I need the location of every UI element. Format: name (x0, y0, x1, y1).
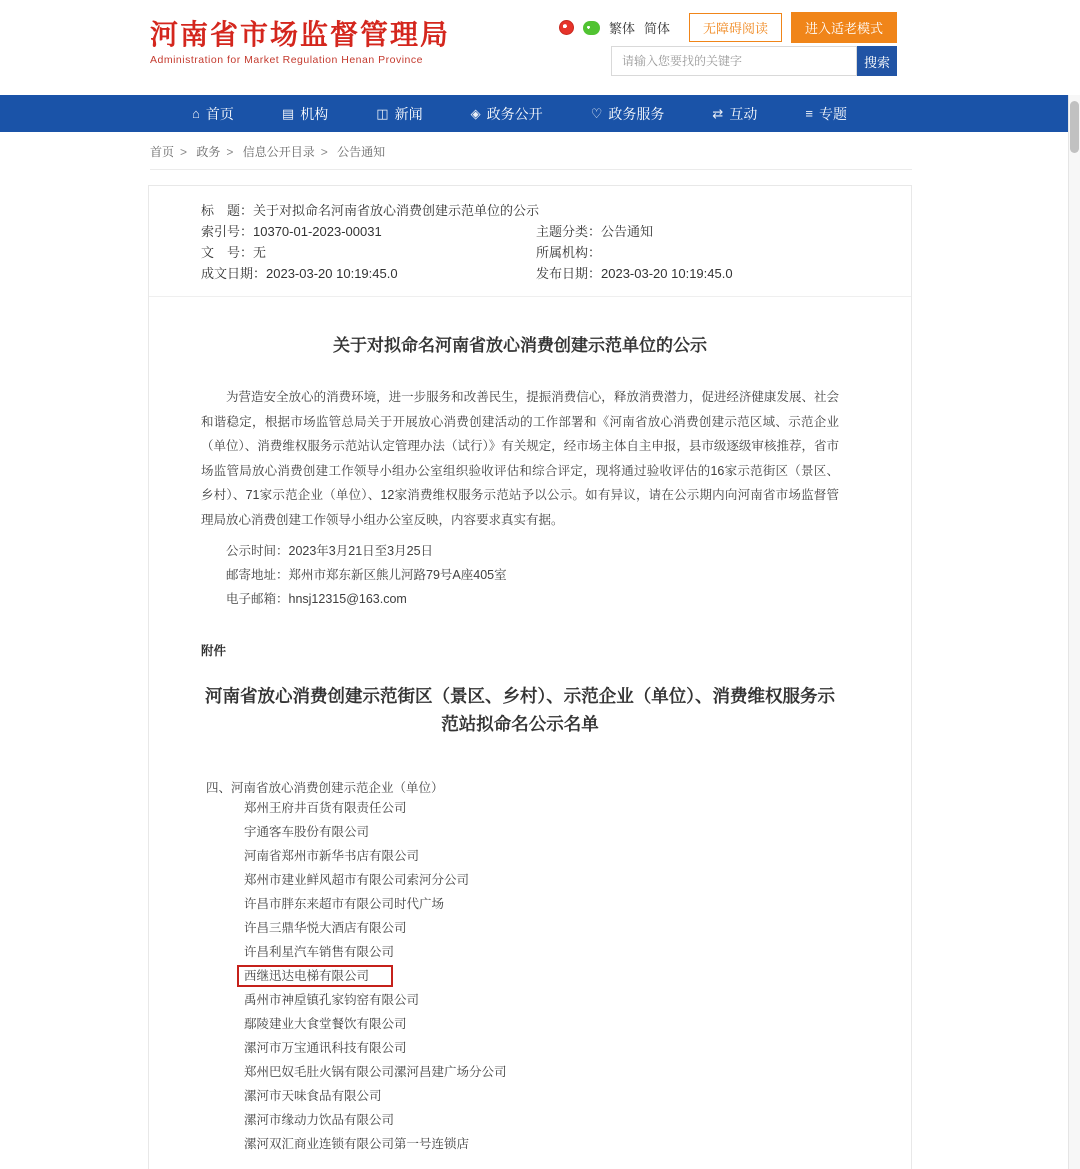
nav-item[interactable] (712, 104, 757, 124)
meta-organization: 所属机构： (536, 245, 602, 260)
topics-icon: ≡ (805, 106, 813, 121)
main-nav (0, 95, 1068, 132)
search-button[interactable]: 搜索 (857, 46, 897, 76)
company-name: 许昌利星汽车销售有限公司 (244, 945, 395, 959)
wechat-icon[interactable] (583, 21, 600, 35)
breadcrumb-separator: > (226, 145, 234, 159)
company-item (244, 844, 839, 868)
company-item (244, 796, 839, 820)
weibo-icon[interactable] (559, 20, 574, 35)
org-icon: ▤ (281, 105, 295, 121)
breadcrumb (150, 143, 912, 170)
elder-mode-button[interactable]: 进入适老模式 (791, 12, 897, 43)
nav-item-label: 互动 (729, 105, 758, 122)
site-subtitle: Administration for Market Regulation Henan Province (150, 54, 423, 66)
nav-item[interactable] (471, 104, 543, 124)
disclosure-icon: ◈ (470, 105, 481, 121)
company-name: 禹州市神垕镇孔家钧窑有限公司 (244, 993, 420, 1007)
document-metadata (149, 186, 911, 297)
company-name: 许昌市胖东来超市有限公司时代广场 (244, 897, 445, 911)
breadcrumb-separator: > (320, 145, 328, 159)
section-title: 四、河南省放心消费创建示范企业（单位） (206, 781, 444, 795)
breadcrumb-link[interactable]: 公告通知 (337, 145, 386, 159)
company-name: 宇通客车股份有限公司 (244, 825, 370, 839)
attachment-title: 河南省放心消费创建示范街区（景区、乡村）、示范企业（单位）、消费维权服务示范站拟命名公示名单 (205, 686, 835, 734)
company-item (244, 1084, 839, 1108)
article-body (149, 331, 911, 1156)
company-name: 漯河市天味食品有限公司 (244, 1089, 382, 1103)
company-item (244, 820, 839, 844)
company-name: 河南省郑州市新华书店有限公司 (244, 849, 420, 863)
nav-item-label: 政务公开 (486, 105, 543, 122)
meta-doc-number: 文 号：无 (201, 245, 267, 260)
nav-item-label: 首页 (205, 105, 234, 122)
lang-simplified-link[interactable]: 简体 (643, 21, 670, 36)
header-utility-bar (559, 12, 897, 43)
meta-title: 标 题：关于对拟命名河南省放心消费创建示范单位的公示 (201, 203, 540, 218)
nav-item-label: 政务服务 (608, 105, 665, 122)
attachment-label: 附件 (201, 644, 227, 658)
lang-traditional-link[interactable]: 繁体 (608, 21, 635, 36)
nav-item[interactable] (192, 104, 234, 124)
breadcrumb-link[interactable]: 政务 (196, 145, 221, 159)
nav-item-label: 新闻 (394, 105, 423, 122)
nav-item[interactable] (282, 104, 328, 124)
nav-item[interactable] (591, 104, 665, 124)
company-item (244, 1132, 839, 1156)
article-title: 关于对拟命名河南省放心消费创建示范单位的公示 (333, 336, 707, 355)
site-header (0, 0, 1080, 95)
vertical-scrollbar[interactable] (1068, 95, 1080, 1169)
service-icon: ♡ (590, 105, 603, 121)
company-name: 漯河市缘动力饮品有限公司 (244, 1113, 395, 1127)
company-item (244, 1036, 839, 1060)
company-item (244, 892, 839, 916)
company-name: 鄢陵建业大食堂餐饮有限公司 (244, 1017, 407, 1031)
breadcrumb-link[interactable]: 首页 (150, 145, 175, 159)
search-input[interactable] (611, 46, 857, 76)
company-list (244, 796, 839, 1156)
article-paragraph: 为营造安全放心的消费环境，进一步服务和改善民生，提振消费信心，释放消费潜力，促进经济健康发展、社会和谐稳定，根据市场监管总局关于开展放心消费创建活动的工作部署和《河南省放心消费创建示范区域、示范企业（单位）、消费维权服务示范站认定管理办法（试行）》有关规定，经市场主体自主申报，县市级逐级审核推荐，省市场监管局放心消费创建工作领导小组办公室组织验收评估和综合评定，现将通过验收评估的16家示范街区（景区、乡村）、71家示范企业（单位）、12家消费维权服务示范站予以公示。如有异议，请在公示期内向河南省市场监督管理局放心消费创建工作领导小组办公室反映，内容要求真实有据。 (201, 390, 839, 527)
home-icon: ⌂ (192, 106, 200, 121)
nav-item[interactable] (376, 104, 422, 124)
nav-item-label: 机构 (300, 105, 329, 122)
company-name: 郑州市建业鲜风超市有限公司索河分公司 (244, 873, 470, 887)
company-name: 郑州巴奴毛肚火锅有限公司漯河昌建广场分公司 (244, 1065, 507, 1079)
email-line: 电子邮箱：hnsj12315@163.com (226, 592, 407, 606)
main-nav-items (150, 95, 895, 132)
company-item (244, 940, 839, 964)
company-item (244, 916, 839, 940)
company-item (244, 1060, 839, 1084)
nav-item[interactable] (805, 104, 847, 124)
breadcrumb-separator: > (180, 145, 188, 159)
company-name: 许昌三鼎华悦大酒店有限公司 (244, 921, 407, 935)
mail-address-line: 邮寄地址：郑州市郑东新区熊儿河路79号A座405室 (226, 568, 507, 582)
company-item (244, 1012, 839, 1036)
news-icon: ◫ (376, 105, 389, 121)
company-item (244, 868, 839, 892)
company-name: 漯河双汇商业连锁有限公司第一号连锁店 (244, 1137, 470, 1151)
breadcrumb-link[interactable]: 信息公开目录 (242, 145, 315, 159)
company-name: 郑州王府井百货有限责任公司 (244, 801, 407, 815)
meta-publish-date: 发布日期：2023-03-20 10:19:45.0 (536, 266, 733, 281)
article-container (148, 185, 912, 1169)
site-title: 河南省市场监督管理局 (150, 19, 451, 50)
scrollbar-thumb[interactable] (1070, 101, 1079, 153)
meta-written-date: 成文日期：2023-03-20 10:19:45.0 (201, 266, 398, 281)
interact-icon: ⇄ (712, 105, 724, 121)
nav-item-label: 专题 (818, 105, 847, 122)
site-logo (150, 20, 450, 66)
publicity-time-line: 公示时间：2023年3月21日至3月25日 (226, 544, 434, 558)
company-item (244, 964, 839, 988)
article-info-lines (201, 539, 839, 611)
company-item (244, 1108, 839, 1132)
company-name: 漯河市万宝通讯科技有限公司 (244, 1041, 407, 1055)
company-name: 西继迅达电梯有限公司 (237, 965, 393, 987)
meta-index-number: 索引号：10370-01-2023-00031 (201, 224, 382, 239)
company-item (244, 988, 839, 1012)
meta-category: 主题分类：公告通知 (536, 224, 654, 239)
search-bar (611, 46, 897, 76)
accessibility-button[interactable]: 无障碍阅读 (689, 13, 782, 42)
